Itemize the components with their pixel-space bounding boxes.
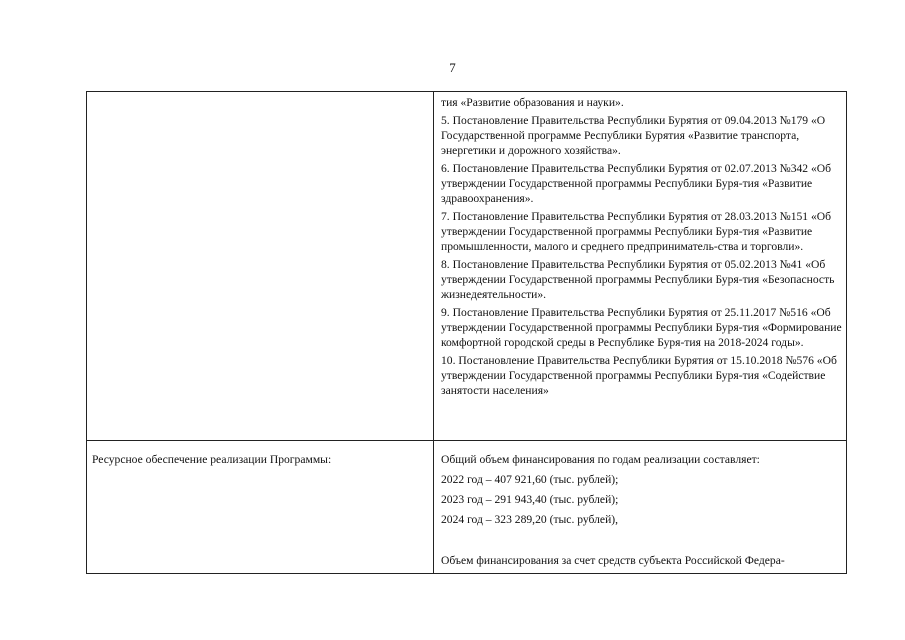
- list-item: 8. Постановление Правительства Республики Бурятия от 05.02.2013 №41 «Об утверждении Государственной программы Республики Буря-тия «Безопасность жизнедеятельности».: [441, 258, 835, 301]
- financing-year-2022: 2022 год – 407 921,60 (тыс. рублей);: [441, 473, 619, 486]
- spacer: [441, 532, 842, 553]
- financing-subject-line: Объем финансирования за счет средств субъекта Российской Федера-: [441, 554, 785, 567]
- program-passport-table: [86, 91, 847, 574]
- list-item: 5. Постановление Правительства Республики Бурятия от 09.04.2013 №179 «О Государственной программе Республики Бурятия «Развитие транспорта, энергетики и дорожного хозяйства».: [441, 114, 826, 157]
- table-row: [87, 92, 847, 441]
- table-row: [87, 441, 847, 574]
- list-item: 9. Постановление Правительства Республики Бурятия от 25.11.2017 №516 «Об утверждении Государственной программы Республики Буря-тия «Формирование комфортной городской среды в Республике Буря-тия на 2018-2024 годы».: [441, 306, 842, 349]
- financing-intro: Общий объем финансирования по годам реализации составляет:: [441, 453, 760, 466]
- row-label: [87, 92, 433, 107]
- table-cell-content: [434, 441, 847, 574]
- financing-year-2024: 2024 год – 323 289,20 (тыс. рублей),: [441, 513, 619, 526]
- table-cell-label: [87, 441, 434, 574]
- financing-year-2023: 2023 год – 291 943,40 (тыс. рублей);: [441, 493, 619, 506]
- row-label: Ресурсное обеспечение реализации Программы:: [92, 453, 332, 466]
- table-cell-label: [87, 92, 434, 441]
- page-number: 7: [449, 60, 456, 75]
- list-item: 6. Постановление Правительства Республики Бурятия от 02.07.2013 №342 «Об утверждении Государственной программы Республики Буря-тия «Развитие здравоохранения».: [441, 162, 832, 205]
- list-item: 7. Постановление Правительства Республики Бурятия от 28.03.2013 №151 «Об утверждении Государственной программы Республики Буря-тия «Развитие промышленности, малого и среднего предприниматель-ства и торговли».: [441, 210, 832, 253]
- list-item: тия «Развитие образования и науки».: [441, 96, 624, 109]
- table-cell-content: [434, 92, 847, 441]
- list-item: 10. Постановление Правительства Республики Бурятия от 15.10.2018 №576 «Об утверждении Государственной программы Республики Буря-тия «Содействие занятости населения»: [441, 354, 837, 397]
